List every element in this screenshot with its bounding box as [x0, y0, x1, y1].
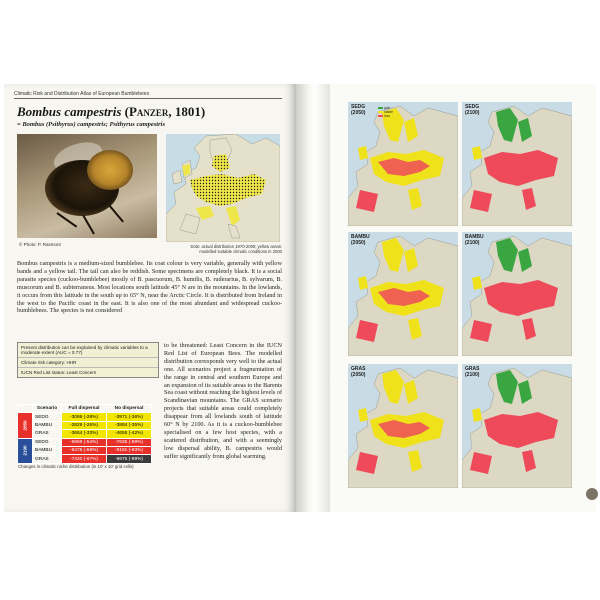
map-legend [378, 106, 393, 118]
bee-thorax [87, 150, 133, 190]
europe-map [462, 232, 572, 356]
table-caption: Changes in climatic niche distribution (in 10' x 10' grid cells) [18, 464, 134, 469]
iucn-status: IUCN Red List status: Least Concern [21, 370, 97, 375]
book-gutter [296, 84, 330, 512]
bumblebee-photo [17, 134, 157, 238]
caption-line: modelled suitable climatic conditions in 2000 [199, 249, 282, 254]
photo-credit: © Photo: P. Rasmont [19, 242, 61, 247]
climate-risk-box [17, 342, 159, 378]
europe-map [348, 102, 458, 226]
map-year: (2100) [465, 371, 480, 378]
bee-leg [108, 204, 124, 222]
map-year: (2050) [351, 109, 366, 116]
table-header-row [18, 405, 152, 413]
europe-map [462, 102, 572, 226]
scenario-table [17, 404, 152, 464]
table-row [18, 413, 152, 421]
description-paragraph: Bombus campestris is a medium-sized bumblebee. Its coat colour is very variable, generally with yellow bands and a yellow tail. The tail can also be reddish. Some specimens are completely black. It is a social parasite species (cuckoo-bumblebee) mostly of B. pascuorum, B. humilis, B. ruderarius, B. sylvarum, B. muscorum and B. subterraneus. Most locations south latitude 45° N are in the mountains. In the lowlands, it occurs from this latitude in the south up to 65° N, near the Arctic Circle. It is distributed from Ireland in the west to the Pacific coast in the east. It is also one of the most abundant and widespread cuckoo-bumblebees. The species is not considered [17, 260, 282, 315]
legend-item-loss [378, 114, 393, 118]
distribution-map-caption [154, 244, 282, 254]
full-dispersal-cell: -3086 (-28%) [62, 413, 107, 421]
risk-auc: Present distribution can be explained by climatic variables to a moderate extent (AUC = 0.77) [18, 343, 158, 358]
scenario-cell: BAMBU [33, 446, 62, 454]
europe-distribution-map [166, 134, 280, 242]
scenario-cell: GRAS [33, 455, 62, 463]
map-panel-label [351, 105, 365, 116]
map-panel-label [465, 105, 479, 116]
scenario-cell: BAMBU [33, 421, 62, 429]
scenario-map-gras-2050 [348, 364, 458, 488]
year-cell: 2050 [18, 413, 33, 438]
table-row [18, 430, 152, 438]
table-header: Full dispersal [62, 405, 107, 413]
scenario-map-bambu-2050 [348, 232, 458, 356]
map-scenario-name: BAMBU [351, 234, 370, 240]
bee-leg [82, 215, 95, 235]
table-row [18, 455, 152, 463]
no-dispersal-cell: -9875 (-89%) [107, 455, 152, 463]
legend-label: gain [384, 106, 391, 110]
species-title [17, 104, 205, 120]
table-header: No dispersal [107, 405, 152, 413]
map-scenario-name: BAMBU [465, 234, 484, 240]
species-description [17, 260, 282, 315]
scenario-map-sedg-2100 [462, 102, 572, 226]
description-continued: to be threatened: Least Concern in the IUCN Red List of European Bees. The modelled distribution corresponds very well to the actual one. All scenarios project a fragmentation of the range in central and southern Europe and an expansion of its suitable areas to the Barents Sea coast without reaching the highest levels of Scandinavian mountains. The GRAS scenario projects that suitable areas could completely disappear from all lowlands south of latitude 60° N by 2100. As it is a cuckoo-bumblebee specialised on a few host species, with a scattered distribution, and with a seemingly low dispersal ability, B. campestris would suffer significantly from global warming. [164, 342, 282, 460]
no-dispersal-cell: -3884 (-35%) [107, 421, 152, 429]
scenario-cell: SEDG [33, 413, 62, 421]
europe-map [462, 364, 572, 488]
distribution-map [166, 134, 280, 242]
map-year: (2050) [351, 239, 366, 246]
map-scenario-name: GRAS [351, 366, 366, 372]
legend-swatch [378, 115, 383, 118]
risk-category: Climate risk category: HHR [18, 358, 158, 368]
legend-label: stable [384, 110, 394, 114]
no-dispersal-cell: -7635 (-69%) [107, 438, 152, 446]
scenario-map-gras-2100 [462, 364, 572, 488]
page-thumb-tab [586, 488, 598, 500]
header-rule [14, 98, 282, 99]
map-panel-label [465, 367, 479, 378]
map-year: (2100) [465, 109, 480, 116]
species-synonyms: = Bombus (Psithyrus) campestris; Psithyrus campestris [17, 121, 165, 128]
no-dispersal-cell: -4655 (-42%) [107, 430, 152, 438]
europe-map [348, 364, 458, 488]
full-dispersal-cell: -7420 (-67%) [62, 455, 107, 463]
year-cell: 2100 [18, 438, 33, 463]
map-scenario-name: SEDG [351, 104, 366, 110]
open-book [0, 84, 600, 512]
map-scenario-name: GRAS [465, 366, 480, 372]
left-page [4, 84, 296, 512]
table-row [18, 446, 152, 454]
right-page [330, 84, 596, 512]
map-panel-label [351, 367, 365, 378]
map-scenario-name: SEDG [465, 104, 480, 110]
map-panel-label [351, 235, 370, 246]
table-row [18, 438, 152, 446]
table-row [18, 421, 152, 429]
legend-label: loss [384, 114, 391, 118]
scenario-cell: SEDG [33, 438, 62, 446]
map-year: (2050) [351, 371, 366, 378]
running-head: Climatic Risk and Distribution Atlas of European Bumblebees [14, 91, 150, 97]
scenario-map-bambu-2100 [462, 232, 572, 356]
no-dispersal-cell: -3971 (-36%) [107, 413, 152, 421]
map-year: (2100) [465, 239, 480, 246]
europe-map [348, 232, 458, 356]
full-dispersal-cell: -6475 (-59%) [62, 446, 107, 454]
full-dispersal-cell: -2829 (-26%) [62, 421, 107, 429]
full-dispersal-cell: -5969 (-54%) [62, 438, 107, 446]
map-panel-label [465, 235, 484, 246]
scenario-cell: GRAS [33, 430, 62, 438]
table-header: Scenario [33, 405, 62, 413]
full-dispersal-cell: -3664 (-33%) [62, 430, 107, 438]
table-corner [18, 405, 33, 413]
species-name: Bombus campestris [17, 104, 122, 119]
species-author: (Panzer, 1801) [124, 104, 206, 119]
caption-line: Dots: actual distribution 1970-2000; yellow areas: [190, 244, 282, 249]
scenario-map-sedg-2050 [348, 102, 458, 226]
no-dispersal-cell: -9191 (-83%) [107, 446, 152, 454]
